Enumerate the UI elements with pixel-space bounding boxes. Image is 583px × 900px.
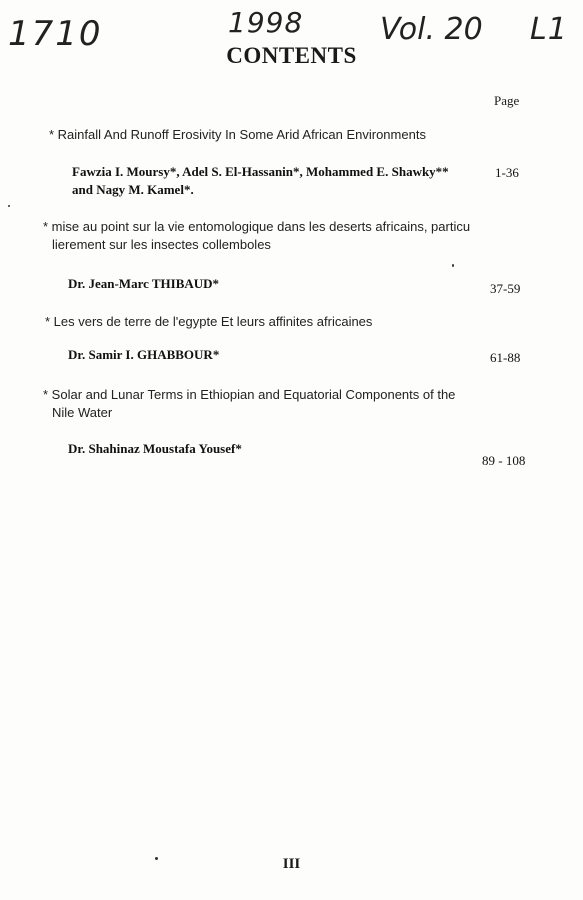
handwritten-volume: Vol. 20 [380,12,483,47]
entry-pages: 61-88 [490,350,521,365]
handwritten-year: 1998 [228,6,304,39]
entry-authors: Fawzia I. Moursy*, Adel S. El-Hassanin*, Mohammed E. Shawky** and Nagy M. Kamel*. [72,164,449,197]
scan-speck [452,264,454,267]
handwritten-code: L1 [530,12,568,47]
entry-pages: 89 - 108 [482,453,526,468]
entry-pages: 1-36 [495,165,519,180]
page-folio: III [282,856,301,872]
entry-title: * Les vers de terre de l'egypte Et leurs affinites africaines [45,314,373,329]
entry-authors: Dr. Jean-Marc THIBAUD* [68,276,220,291]
entry-title: * mise au point sur la vie entomologique dans les deserts africains, particu lierement sur les insectes collemboles [43,219,471,252]
entry-pages: 37-59 [490,281,521,296]
page-column-label: Page [494,93,520,108]
entry-title: * Solar and Lunar Terms in Ethiopian and Equatorial Components of the Nile Water [43,387,456,420]
scan-speck [8,205,10,207]
handwritten-catalog-number: 1710 [8,14,103,54]
scan-speck [155,857,158,860]
page-title: CONTENTS [226,43,357,68]
entry-title: * Rainfall And Runoff Erosivity In Some Arid African Environments [49,127,426,142]
entry-authors: Dr. Shahinaz Moustafa Yousef* [68,441,242,456]
entry-authors: Dr. Samir I. GHABBOUR* [68,347,220,362]
